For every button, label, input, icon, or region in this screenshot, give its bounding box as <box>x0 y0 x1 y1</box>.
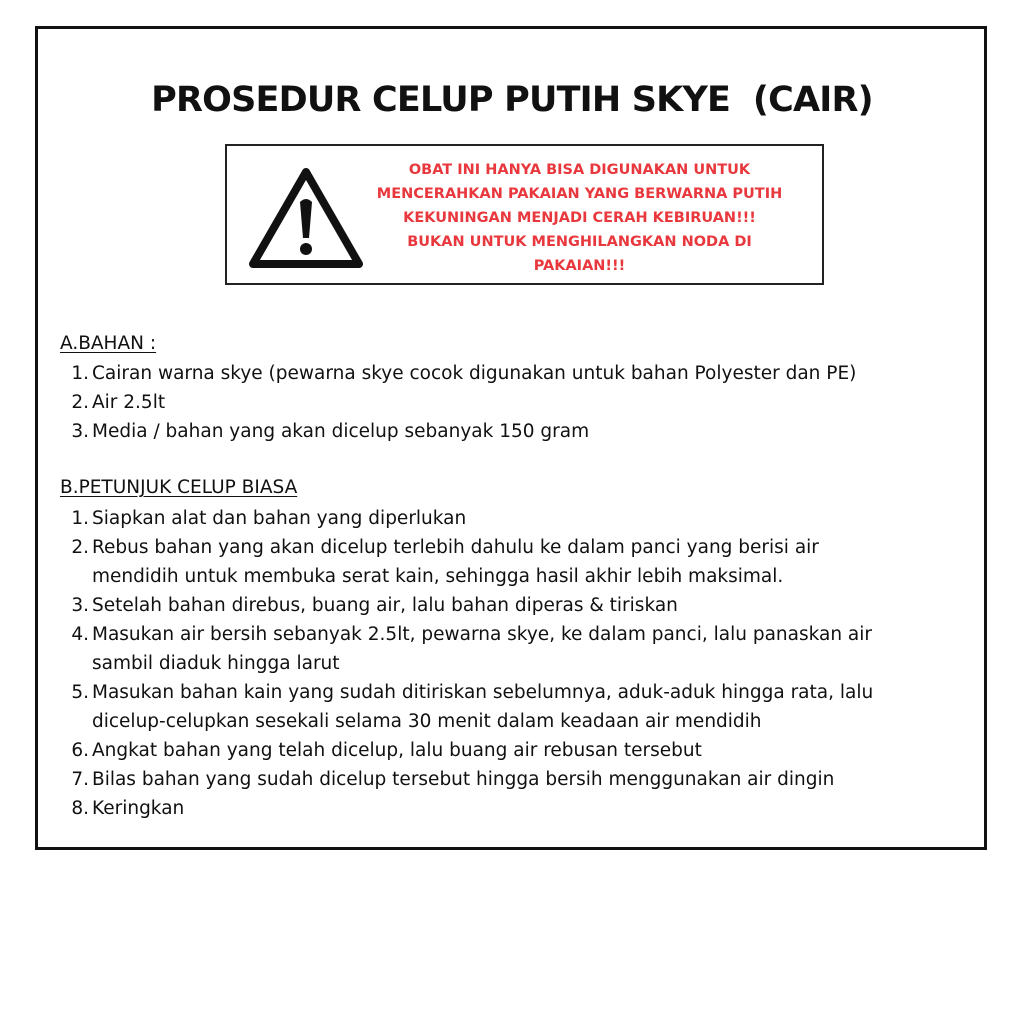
warning-triangle-icon <box>245 164 367 272</box>
list-text-line: Bilas bahan yang sudah dicelup tersebut hingga bersih menggunakan air dingin <box>92 769 835 790</box>
list-item <box>60 765 873 794</box>
list-text <box>92 591 678 620</box>
warning-line: PAKAIAN!!! <box>533 258 626 274</box>
list-text-line: sambil diaduk hingga larut <box>92 653 340 674</box>
warning-box <box>225 144 824 285</box>
page-title: PROSEDUR CELUP PUTIH SKYE (CAIR) <box>151 80 873 120</box>
list-text <box>92 794 184 823</box>
list-item <box>60 591 873 620</box>
list-number: 2. <box>71 537 89 558</box>
list-text-line: mendidih untuk membuka serat kain, sehingga hasil akhir lebih maksimal. <box>92 566 784 587</box>
list-text <box>92 417 589 446</box>
list-text <box>92 504 466 533</box>
list-item <box>60 388 856 417</box>
list-number: 6. <box>71 740 89 761</box>
warning-line: MENCERAHKAN PAKAIAN YANG BERWARNA PUTIH <box>376 186 783 202</box>
list-item <box>60 736 873 765</box>
list-text <box>92 620 872 678</box>
list-text-line: Cairan warna skye (pewarna skye cocok digunakan untuk bahan Polyester dan PE) <box>92 363 857 384</box>
list-text-line: Masukan bahan kain yang sudah ditiriskan sebelumnya, aduk-aduk hingga rata, lalu <box>92 682 874 703</box>
list-item <box>60 620 873 678</box>
list-text <box>92 765 834 794</box>
warning-line: OBAT INI HANYA BISA DIGUNAKAN UNTUK <box>408 162 751 178</box>
list-text <box>92 359 856 388</box>
list-number: 1. <box>71 508 89 529</box>
list-number: 3. <box>71 421 89 442</box>
list-number: 2. <box>71 392 89 413</box>
list-text <box>92 388 165 417</box>
warning-text <box>357 158 802 278</box>
list-text-line: Setelah bahan direbus, buang air, lalu bahan diperas & tiriskan <box>92 595 678 616</box>
list-text-line: Keringkan <box>92 798 185 819</box>
list-item <box>60 794 873 823</box>
list-text-line: dicelup-celupkan sesekali selama 30 menit dalam keadaan air mendidih <box>92 711 762 732</box>
list-number: 1. <box>71 363 89 384</box>
list-text <box>92 736 702 765</box>
warning-line: BUKAN UNTUK MENGHILANGKAN NODA DI <box>407 234 752 250</box>
petunjuk-list <box>60 504 873 823</box>
list-text <box>92 533 819 591</box>
list-number: 5. <box>71 682 89 703</box>
section-heading-bahan: A.BAHAN : <box>60 333 157 354</box>
list-text-line: Angkat bahan yang telah dicelup, lalu buang air rebusan tersebut <box>92 740 702 761</box>
list-number: 3. <box>71 595 89 616</box>
list-text <box>92 678 873 736</box>
bahan-list <box>60 359 856 446</box>
list-item <box>60 533 873 591</box>
list-text-line: Masukan air bersih sebanyak 2.5lt, pewarna skye, ke dalam panci, lalu panaskan air <box>92 624 873 645</box>
list-text-line: Rebus bahan yang akan dicelup terlebih dahulu ke dalam panci yang berisi air <box>92 537 819 558</box>
list-number: 4. <box>71 624 89 645</box>
list-number: 7. <box>71 769 89 790</box>
list-number: 8. <box>71 798 89 819</box>
list-text-line: Air 2.5lt <box>92 392 166 413</box>
list-text-line: Siapkan alat dan bahan yang diperlukan <box>92 508 467 529</box>
section-heading-petunjuk: B.PETUNJUK CELUP BIASA <box>60 477 298 498</box>
list-item <box>60 417 856 446</box>
list-item <box>60 359 856 388</box>
list-item <box>60 504 873 533</box>
list-text-line: Media / bahan yang akan dicelup sebanyak 150 gram <box>92 421 590 442</box>
list-item <box>60 678 873 736</box>
warning-line: KEKUNINGAN MENJADI CERAH KEBIRUAN!!! <box>403 210 756 226</box>
